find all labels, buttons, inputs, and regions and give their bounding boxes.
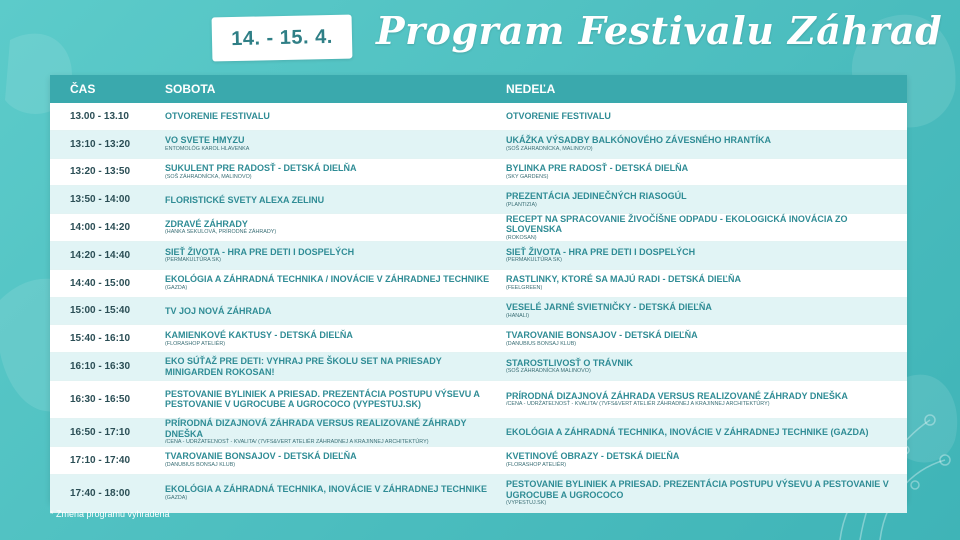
event-organizer: (FLORASHOP ATELIÉR) — [165, 340, 226, 347]
time-cell: 13.00 - 13.10 — [70, 110, 129, 122]
event-organizer: (HANKA SEKULOVÁ, PRÍRODNÉ ZÁHRADY) — [165, 229, 277, 236]
saturday-event — [165, 451, 506, 469]
event-organizer: (VYPESTUJ.SK) — [506, 500, 547, 507]
event-organizer: (SOŠ ZÁHRADNÍCKA MALINOVO) — [506, 368, 591, 375]
event-title: KAMIENKOVÉ KAKTUSY - DETSKÁ DIEĽŇA — [165, 330, 353, 341]
time-cell: 13:50 - 14:00 — [70, 194, 131, 206]
table-row — [50, 353, 907, 381]
sunday-event — [506, 135, 906, 153]
event-organizer: (PERMAKULTÚRA SK) — [165, 257, 221, 264]
table-row — [50, 475, 907, 513]
table-row — [50, 159, 907, 187]
time-cell: 15:00 - 15:40 — [70, 305, 131, 317]
event-title: SIEŤ ŽIVOTA - HRA PRE DETI I DOSPELÝCH — [165, 246, 355, 257]
event-title: VO SVETE HMYZU — [165, 135, 245, 146]
event-organizer: (GAZDA) — [165, 284, 188, 291]
column-header-sunday: NEDEĽA — [506, 82, 556, 96]
table-row — [50, 381, 907, 419]
event-title: PREZENTÁCIA JEDINEČNÝCH RIASOGÚL — [506, 191, 687, 202]
event-title: SIEŤ ŽIVOTA - HRA PRE DETI I DOSPELÝCH — [506, 246, 696, 257]
saturday-event — [165, 247, 506, 265]
event-title: KVETINOVÉ OBRAZY - DETSKÁ DIEĽŇA — [506, 451, 680, 462]
event-title: PRÍRODNÁ DIZAJNOVÁ ZÁHRADA VERSUS REALIZOVANÉ ZÁHRADY DNEŠKA — [506, 390, 848, 401]
date-range: 14. - 15. 4. — [230, 25, 334, 50]
table-row — [50, 325, 907, 353]
event-organizer: (PERMAKULTÚRA SK) — [506, 257, 562, 264]
event-organizer: (ROKOSAN) — [506, 234, 537, 241]
column-header-time: ČAS — [70, 82, 96, 96]
time-cell: 17:10 - 17:40 — [70, 454, 131, 466]
event-organizer: /CENA - UDRŽATEĽNOSŤ - KVALITA/ (7VFS&VERT ATELIÉR ZÁHRADNEJ A KRAJINNEJ ARCHITEKTÚRY) — [165, 439, 429, 446]
saturday-event — [165, 484, 506, 502]
sunday-event — [506, 479, 906, 507]
time-cell: 14:20 - 14:40 — [70, 249, 131, 261]
event-title: EKO SÚŤAŽ PRE DETI: VYHRAJ PRE ŠKOLU SET NA PRIESADY MINIGARDEN ROKOSAN! — [165, 356, 442, 377]
event-organizer: (FEELGREEN) — [506, 284, 543, 291]
sunday-event — [506, 111, 906, 122]
event-organizer: (HANALI) — [506, 312, 530, 319]
saturday-event — [165, 195, 506, 206]
event-title: OTVORENIE FESTIVALU — [165, 111, 270, 122]
table-row — [50, 186, 907, 214]
sunday-event — [506, 330, 906, 348]
event-organizer: (SOŠ ZÁHRADNÍCKA, MALINOVO) — [165, 173, 252, 180]
table-row — [50, 270, 907, 298]
saturday-event — [165, 306, 506, 317]
sunday-event — [506, 358, 906, 376]
saturday-event — [165, 389, 506, 410]
table-row — [50, 103, 907, 131]
event-organizer: /CENA - UDRŽATEĽNOSŤ - KVALITA/ (7VFS&VERT ATELIÉR ZÁHRADNEJ A KRAJINNEJ ARCHITEKTÚRY) — [506, 401, 770, 408]
program-table — [50, 75, 907, 507]
event-title: OTVORENIE FESTIVALU — [506, 111, 611, 122]
event-title: FLORISTICKÉ SVETY ALEXA ZELINU — [165, 194, 325, 205]
table-row — [50, 298, 907, 326]
table-row — [50, 242, 907, 270]
time-cell: 16:10 - 16:30 — [70, 361, 131, 373]
table-row — [50, 214, 907, 242]
sunday-event — [506, 274, 906, 292]
time-cell: 14:00 - 14:20 — [70, 222, 131, 234]
saturday-event — [165, 111, 506, 122]
column-header-saturday: SOBOTA — [165, 82, 216, 96]
sunday-event — [506, 427, 906, 438]
event-title: PESTOVANIE BYLINIEK A PRIESAD. PREZENTÁCIA POSTUPU VÝSEVU A PESTOVANIE V UGROCUBE A UGROCOCO (VYPESTUJ.SK) — [165, 388, 480, 410]
table-row — [50, 419, 907, 447]
saturday-event — [165, 274, 506, 292]
time-cell: 17:40 - 18:00 — [70, 487, 131, 499]
event-title: ZDRAVÉ ZÁHRADY — [165, 218, 248, 229]
sunday-event — [506, 391, 906, 409]
saturday-event — [165, 135, 506, 153]
sunday-event — [506, 191, 906, 209]
sunday-event — [506, 163, 906, 181]
table-body — [50, 103, 907, 513]
table-header — [50, 75, 907, 103]
sunday-event — [506, 451, 906, 469]
event-organizer: (SKY GARDENS) — [506, 173, 549, 180]
event-organizer: (PLANTIZIA) — [506, 201, 537, 208]
saturday-event — [165, 356, 506, 377]
event-organizer: (DANUBIUS BONSAJ KLUB) — [165, 461, 236, 468]
event-organizer: ENTOMOLÓG KAROL HLAVENKA — [165, 145, 250, 152]
event-title: EKOLÓGIA A ZÁHRADNÁ TECHNIKA / INOVÁCIE V ZÁHRADNEJ TECHNIKE — [165, 274, 490, 285]
time-cell: 13:10 - 13:20 — [70, 138, 131, 150]
footnote: * Zmena programu vyhradená — [50, 509, 170, 519]
event-organizer: (DANUBIUS BONSAJ KLUB) — [506, 340, 577, 347]
event-organizer: (FLORASHOP ATELIÉR) — [506, 461, 567, 468]
time-cell: 16:30 - 16:50 — [70, 393, 131, 405]
table-row — [50, 447, 907, 475]
sunday-event — [506, 302, 906, 320]
event-organizer: (GAZDA) — [165, 494, 188, 501]
event-title: PRÍRODNÁ DIZAJNOVÁ ZÁHRADA VERSUS REALIZOVANÉ ZÁHRADY DNEŠKA — [165, 418, 467, 439]
page-title: Program Festivalu Záhrad — [376, 8, 943, 53]
saturday-event — [165, 418, 506, 446]
event-title: PESTOVANIE BYLINIEK A PRIESAD. PREZENTÁCIA POSTUPU VÝSEVU A PESTOVANIE V UGROCUBE A UGROCOCO — [506, 479, 889, 500]
time-cell: 16:50 - 17:10 — [70, 426, 131, 438]
time-cell: 13:20 - 13:50 — [70, 166, 131, 178]
date-badge — [212, 15, 353, 62]
event-organizer: (SOŠ ZÁHRADNÍCKA, MALINOVO) — [506, 145, 593, 152]
sunday-event — [506, 247, 906, 265]
event-title: STAROSTLIVOSŤ O TRÁVNIK — [506, 357, 633, 368]
event-title: EKOLÓGIA A ZÁHRADNÁ TECHNIKA, INOVÁCIE V ZÁHRADNEJ TECHNIKE — [165, 484, 488, 495]
event-title: TVAROVANIE BONSAJOV - DETSKÁ DIEĽŇA — [506, 330, 698, 341]
event-title: TVAROVANIE BONSAJOV - DETSKÁ DIEĽŇA — [165, 451, 357, 462]
saturday-event — [165, 163, 506, 181]
event-title: BYLINKA PRE RADOSŤ - DETSKÁ DIELŇA — [506, 163, 689, 174]
event-title: RECEPT NA SPRACOVANIE ŽIVOČÍŠNE ODPADU - EKOLOGICKÁ INOVÁCIA ZO SLOVENSKA — [506, 213, 848, 235]
event-title: SUKULENT PRE RADOSŤ - DETSKÁ DIELŇA — [165, 163, 357, 174]
saturday-event — [165, 330, 506, 348]
event-title: RASTLINKY, KTORÉ SA MAJÚ RADI - DETSKÁ DIEĽŇA — [506, 274, 742, 285]
time-cell: 15:40 - 16:10 — [70, 333, 131, 345]
sunday-event — [506, 214, 906, 242]
event-title: VESELÉ JARNÉ SVIETNIČKY - DETSKÁ DIEĽŇA — [506, 302, 712, 313]
time-cell: 14:40 - 15:00 — [70, 277, 131, 289]
event-title: UKÁŽKA VÝSADBY BALKÓNOVÉHO ZÁVESNÉHO HRANTÍKA — [506, 135, 772, 146]
saturday-event — [165, 219, 506, 237]
event-title: TV JOJ NOVÁ ZÁHRADA — [165, 305, 272, 316]
table-row — [50, 131, 907, 159]
event-title: EKOLÓGIA A ZÁHRADNÁ TECHNIKA, INOVÁCIE V ZÁHRADNEJ TECHNIKE (GAZDA) — [506, 427, 869, 438]
